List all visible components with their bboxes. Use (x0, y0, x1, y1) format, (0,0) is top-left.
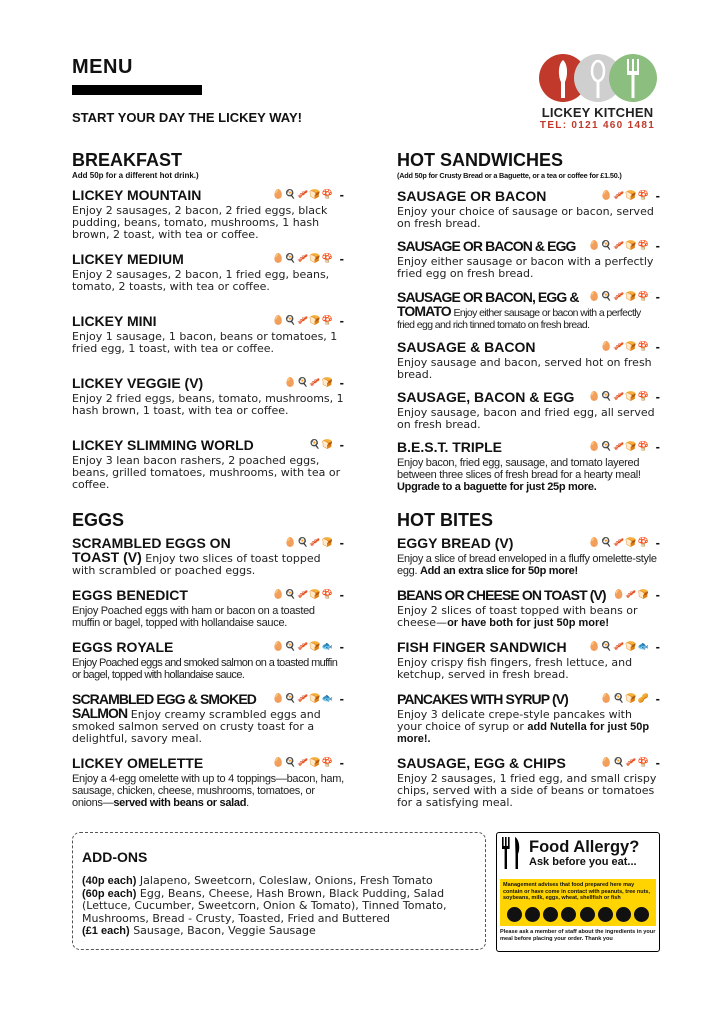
breakfast-note: Add 50p for a different hot drink.) (72, 171, 199, 180)
item-price: - (339, 755, 344, 770)
item-price: - (339, 639, 344, 654)
item-name: SAUSAGE, BACON & EGG (397, 389, 575, 405)
addons-title: ADD-ONS (82, 849, 148, 865)
allergen-icons: 🥚🥓🍞 (613, 590, 650, 600)
item-description: Enjoy sausage, bacon and fried egg, all served on fresh bread. (397, 406, 655, 431)
allergen-icons: 🥚🥓🍞🍄 (600, 342, 650, 352)
item-name: LICKEY OMELETTE (72, 755, 204, 771)
hot-bites-title: HOT BITES (397, 510, 494, 530)
item-name: FISH FINGER SANDWICH (397, 639, 567, 655)
allergen-icons: 🥚🍳🥓🍄 (600, 758, 650, 768)
menu-item-sausage-or-bacon-egg (397, 238, 660, 280)
item-description: Enjoy Poached eggs and smoked salmon on a toasted muffin or bagel, topped with hollandaise sauce. (72, 657, 338, 681)
allergen-icons: 🥚🍳🥓🍞🍄 (272, 758, 334, 768)
addons-items: Jalapeno, Sweetcorn, Coleslaw, Onions, Fresh Tomato (136, 874, 433, 887)
menu-item-lickey-veggie (72, 375, 344, 417)
addons-line (82, 925, 475, 938)
item-name: EGGS BENEDICT (72, 587, 188, 603)
item-upsell: or have both for just 50p more! (447, 617, 610, 629)
item-name: SCRAMBLED EGGS ON (72, 535, 231, 551)
menu-title: MENU (72, 56, 133, 78)
hot-bites-section (397, 510, 660, 809)
hot-sandwiches-note: (Add 50p for Crusty Bread or a Baguette, or a tea or coffee for £1.50.) (397, 171, 622, 180)
item-description: Enjoy 1 sausage, 1 bacon, beans or tomatoes, 1 fried egg, 1 toast, with tea or coffee. (72, 330, 338, 355)
allergy-footer: Please ask a member of staff about the ingredients in your meal before placing your order. Thank you (500, 928, 656, 942)
menu-item-sausage-or-bacon-egg-tomato (397, 289, 660, 331)
item-upsell: Upgrade to a baguette for just 25p more. (397, 481, 597, 493)
allergen-icons: 🥚🍳🥓🍞🍄 (272, 254, 334, 264)
menu-item-scrambled-eggs-on-toast (72, 535, 344, 577)
menu-item-lickey-mini (72, 313, 344, 355)
item-price: - (655, 238, 660, 253)
lickey-kitchen-logo (535, 52, 660, 131)
item-description: Enjoy creamy scrambled eggs and smoked salmon served on crusty toast for a delightful, savory meal. (72, 708, 321, 745)
menu-item-beans-or-cheese-on-toast (397, 587, 660, 629)
item-upsell: served with beans or salad (113, 797, 247, 809)
allergen-icons: 🍳🍞 (309, 440, 334, 450)
item-price: - (339, 313, 344, 328)
item-upsell: add Nutella for just 50p more!. (397, 721, 650, 745)
item-description: Enjoy 2 sausages, 1 fried egg, and small crispy chips, served with a side of beans or tomatoes for a satisfying meal. (397, 772, 657, 809)
item-price: - (339, 691, 344, 706)
breakfast-title: BREAKFAST (72, 150, 183, 170)
eggs-section (72, 510, 344, 809)
food-allergy-notice (496, 832, 660, 952)
item-name: SAUSAGE & BACON (397, 339, 536, 355)
item-description: Enjoy 2 sausages, 2 bacon, 2 fried eggs, black pudding, beans, tomato, mushrooms, 1 hash brown, 2 toast, with tea or coffee. (72, 204, 328, 241)
menu-item-fish-finger-sandwich (397, 639, 660, 681)
item-price: - (655, 535, 660, 550)
menu-item-eggs-benedict (72, 587, 344, 629)
allergen-icons: 🥚🍳🥓🍞🐟 (272, 694, 334, 704)
egg-icon (580, 907, 595, 922)
item-name-continued: TOMATO (397, 303, 451, 319)
item-name: LICKEY VEGGIE (V) (72, 375, 204, 391)
allergen-icons: 🥚🍳🥓🍞🍄 (588, 392, 650, 402)
item-name: SAUSAGE OR BACON (397, 188, 547, 204)
addons-items: Sausage, Bacon, Veggie Sausage (129, 924, 316, 937)
item-upsell: Add an extra slice for 50p more! (419, 565, 578, 577)
addons-line (82, 888, 475, 926)
addons-box (72, 832, 486, 950)
item-description: Enjoy either sausage or bacon with a perfectly fried egg on fresh bread. (397, 255, 654, 280)
allergy-warning-text: Management advises that food prepared here may contain or have come in contact with peanuts, tree nuts, soybeans, milk, eggs, wheat, shellfish or fish (503, 882, 650, 901)
allergen-icons: 🥚🍳🥓🍞🍄 (588, 538, 650, 548)
item-price: - (339, 375, 344, 390)
allergen-icons: 🥚🍳🥓🍞🍄 (272, 590, 334, 600)
menu-item-eggy-bread (397, 535, 660, 577)
allergen-icons: 🥚🍳🥓🍞🍄 (588, 442, 650, 452)
menu-item-sausage-egg-chips (397, 755, 660, 809)
item-name-continued: TOAST (V) (72, 549, 142, 565)
milk-icon (561, 907, 576, 922)
item-name: LICKEY SLIMMING WORLD (72, 437, 254, 453)
item-price: - (655, 691, 660, 706)
eggs-title: EGGS (72, 510, 125, 530)
item-price: - (655, 639, 660, 654)
item-price: - (655, 755, 660, 770)
item-price: - (655, 389, 660, 404)
item-name: EGGY BREAD (V) (397, 535, 514, 551)
item-description-end: . (246, 797, 249, 809)
item-name: B.E.S.T. TRIPLE (397, 439, 503, 455)
item-price: - (339, 187, 344, 202)
allergy-warning-panel (500, 879, 656, 926)
item-price: - (655, 188, 660, 203)
item-description: Enjoy two slices of toast topped with scrambled or poached eggs. (72, 552, 321, 577)
menu-item-best-triple (397, 439, 660, 493)
item-name: SAUSAGE, EGG & CHIPS (397, 755, 566, 771)
item-description: Enjoy a 4-egg omelette with up to 4 toppings—bacon, ham, sausage, chicken, cheese, mushrooms, tomatoes, or onions— (72, 773, 344, 809)
hot-sandwiches-section (397, 150, 660, 493)
allergen-icons: 🥚🍳🥓🍞🍄 (588, 292, 650, 302)
allergen-icons: 🥚🍳🥓🍞 (284, 538, 334, 548)
item-name: LICKEY MEDIUM (72, 251, 184, 267)
allergy-title: Food Allergy? (529, 837, 640, 856)
item-price: - (655, 439, 660, 454)
menu-item-pancakes-with-syrup (397, 691, 660, 745)
item-description: Enjoy 3 lean bacon rashers, 2 poached eggs, beans, grilled tomatoes, mushrooms, with tea or coffee. (72, 454, 341, 491)
tagline: START YOUR DAY THE LICKEY WAY! (72, 110, 302, 125)
fork-knife-icon (501, 836, 523, 870)
item-price: - (655, 339, 660, 354)
menu-item-sausage-or-bacon (397, 188, 660, 230)
item-description: Enjoy crispy fish fingers, fresh lettuce, and ketchup, served in fresh bread. (397, 656, 633, 681)
addons-items: Egg, Beans, Cheese, Hash Brown, Black Pudding, Salad (Lettuce, Cucumber, Sweetcorn, Onion & Tomato), Tinned Tomato, Mushrooms, Bread - Crusty, Toasted, Fried and Buttered (82, 886, 447, 925)
item-price: - (655, 587, 660, 602)
allergen-icons: 🥚🍳🥓🍞🍄 (588, 241, 650, 251)
item-name: EGGS ROYALE (72, 639, 174, 655)
tree-nut-icon (525, 907, 540, 922)
item-price: - (339, 587, 344, 602)
menu-item-lickey-mountain (72, 187, 344, 241)
item-name-continued: SALMON (72, 705, 128, 721)
item-name: PANCAKES WITH SYRUP (V) (397, 691, 568, 707)
addons-price: (£1 each) (82, 925, 130, 937)
item-price: - (339, 251, 344, 266)
item-description: Enjoy sausage and bacon, served hot on fresh bread. (397, 356, 652, 381)
addons-price: (60p each) (82, 887, 137, 900)
item-name: SAUSAGE OR BACON, EGG & (397, 289, 579, 305)
addons-price: (40p each) (82, 875, 137, 887)
soybean-icon (543, 907, 558, 922)
peanut-icon (507, 907, 522, 922)
allergy-subtitle: Ask before you eat... (529, 855, 637, 868)
item-description: Enjoy 2 slices of toast topped with beans or cheese— (397, 604, 638, 629)
cutlery-logo-icon (537, 52, 659, 104)
item-description: Enjoy your choice of sausage or bacon, served on fresh bread. (397, 205, 654, 230)
item-description: Enjoy either sausage or bacon with a perfectly fried egg and rich tinned tomato on fresh bread. (397, 307, 641, 331)
hot-sandwiches-title: HOT SANDWICHES (397, 150, 563, 170)
shellfish-icon (616, 907, 631, 922)
item-name: LICKEY MINI (72, 313, 157, 329)
menu-item-eggs-royale (72, 639, 344, 681)
item-description: Enjoy 3 delicate crepe-style pancakes with your choice of syrup or (397, 708, 632, 733)
allergen-icons: 🥚🍳🥓🍞🍄 (272, 316, 334, 326)
item-name: SAUSAGE OR BACON & EGG (397, 238, 576, 254)
menu-item-lickey-omelette (72, 755, 344, 809)
allergen-icons: 🥚🍳🥓🍞 (284, 378, 334, 388)
logo-phone: TEL: 0121 460 1481 (539, 120, 656, 131)
item-name: BEANS OR CHEESE ON TOAST (V) (397, 587, 606, 603)
menu-item-sausage-bacon (397, 339, 660, 381)
item-price: - (339, 437, 344, 452)
item-price: - (339, 535, 344, 550)
logo-name: LICKEY KITCHEN (541, 105, 654, 120)
item-price: - (655, 289, 660, 304)
allergen-icons: 🥚🥓🍞🍄 (600, 191, 650, 201)
allergen-icons: 🥚🍳🥓🍞🐟 (588, 642, 650, 652)
item-name: LICKEY MOUNTAIN (72, 187, 202, 203)
item-description: Enjoy Poached eggs with ham or bacon on a toasted muffin or bagel, topped with hollandaise sauce. (72, 605, 315, 629)
breakfast-section (72, 150, 344, 491)
item-description: Enjoy 2 sausages, 2 bacon, 1 fried egg, beans, tomato, 2 toasts, with tea or coffee. (72, 268, 330, 293)
menu-item-scrambled-egg-smoked-salmon (72, 691, 344, 745)
fish-icon (634, 907, 649, 922)
item-description: Enjoy 2 fried eggs, beans, tomato, mushrooms, 1 hash brown, 1 toast, with tea or coffee. (72, 392, 344, 417)
menu-item-lickey-slimming-world (72, 437, 344, 491)
allergen-icons: 🥚🍳🥓🍞🍄 (272, 190, 334, 200)
wheat-icon (598, 907, 613, 922)
allergen-symbols (503, 907, 653, 922)
item-description: Enjoy bacon, fried egg, sausage, and tomato layered between three slices of fresh bread for a hearty meal! (397, 457, 641, 481)
allergen-icons: 🥚🍳🍞🥜 (600, 694, 650, 704)
item-name: SCRAMBLED EGG & SMOKED (72, 691, 256, 707)
menu-item-lickey-medium (72, 251, 344, 293)
allergen-icons: 🥚🍳🥓🍞🐟 (272, 642, 334, 652)
item-description: Enjoy a slice of bread enveloped in a fluffy omelette-style egg. (397, 553, 657, 577)
title-underline-bar (72, 85, 202, 95)
menu-item-sausage-bacon-egg (397, 389, 660, 431)
